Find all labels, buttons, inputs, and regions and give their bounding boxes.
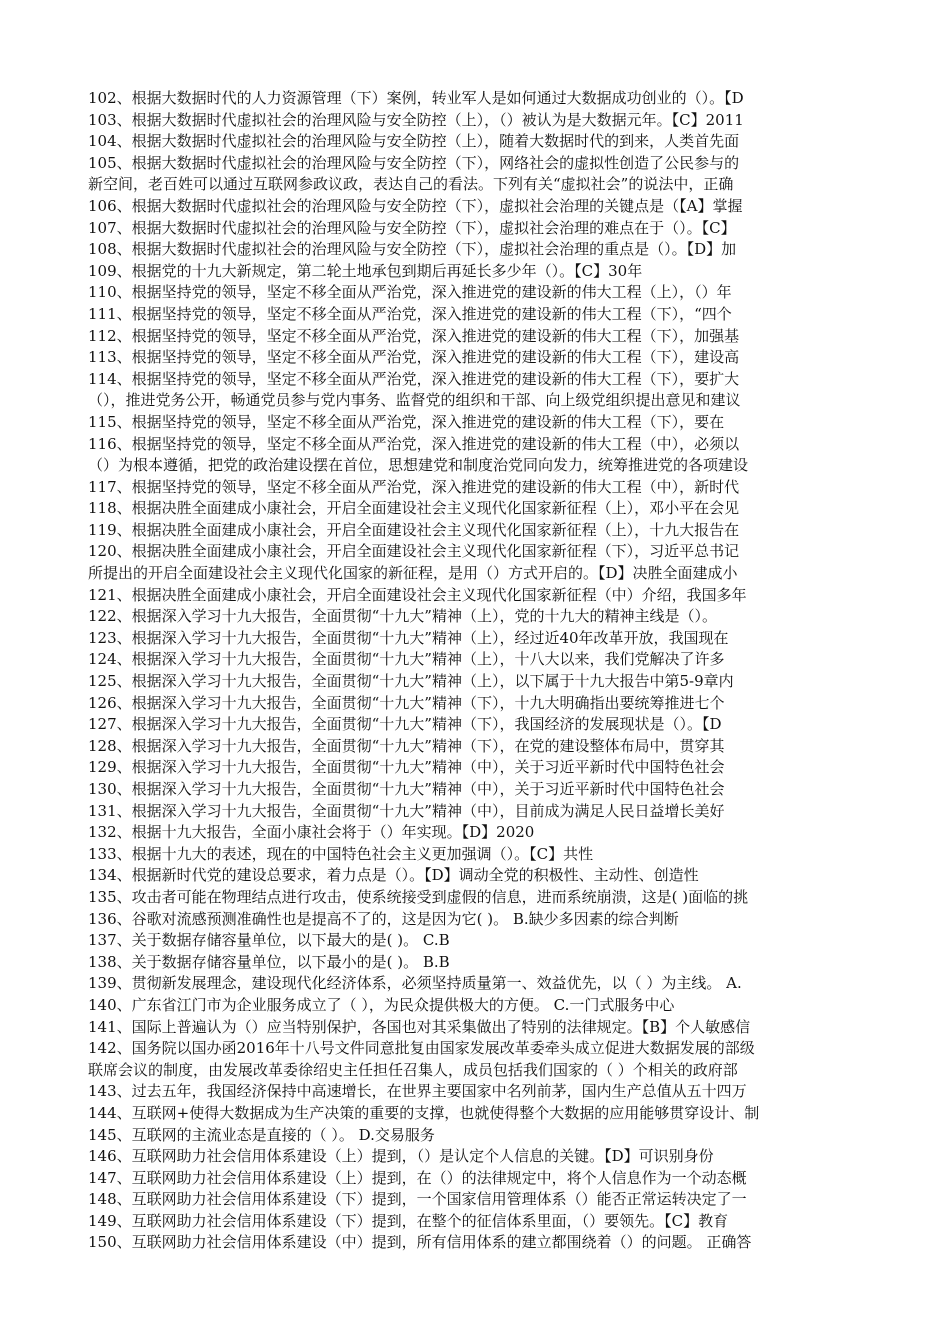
text-line: 新空间，老百姓可以通过互联网参政议政，表达自己的看法。下列有关“虚拟社会”的说法中，正确	[88, 175, 734, 194]
text-line: 106、根据大数据时代虚拟社会的治理风险与安全防控（下），虚拟社会治理的关键点是（【A】掌握	[88, 196, 743, 215]
text-line: 112、根据坚持党的领导，坚定不移全面从严治党，深入推进党的建设新的伟大工程（下），加强基	[88, 326, 740, 345]
text-line: 114、根据坚持党的领导，坚定不移全面从严治党，深入推进党的建设新的伟大工程（下），要扩大	[88, 369, 740, 388]
text-line: （），推进党务公开，畅通党员参与党内事务、监督党的组织和干部、向上级党组织提出意见和建议	[88, 391, 741, 410]
text-line: 126、根据深入学习十九大报告，全面贯彻“十九大”精神（下），十九大明确指出要统筹推进七个	[88, 693, 725, 712]
text-line: 113、根据坚持党的领导，坚定不移全面从严治党，深入推进党的建设新的伟大工程（下），建设高	[88, 348, 740, 367]
text-line: 128、根据深入学习十九大报告，全面贯彻“十九大”精神（下），在党的建设整体布局中，贯穿其	[88, 736, 725, 755]
text-line: 119、根据决胜全面建成小康社会，开启全面建设社会主义现代化国家新征程（上），十九大报告在	[88, 520, 740, 539]
text-line: 139、贯彻新发展理念，建设现代化经济体系，必须坚持质量第一、效益优先，以（ ）为主线。 A.	[88, 974, 742, 993]
text-line: 116、根据坚持党的领导，坚定不移全面从严治党，深入推进党的建设新的伟大工程（中），必须以	[88, 434, 740, 453]
text-line: 135、攻击者可能在物理结点进行攻击，使系统接受到虚假的信息，进而系统崩溃，这是( )面临的挑	[88, 887, 749, 906]
text-line: 111、根据坚持党的领导，坚定不移全面从严治党，深入推进党的建设新的伟大工程（下），“四个	[88, 304, 732, 323]
text-line: 120、根据决胜全面建成小康社会，开启全面建设社会主义现代化国家新征程（下），习近平总书记	[88, 542, 740, 561]
text-line: 136、谷歌对流感预测准确性也是提高不了的，这是因为它( )。 B.缺少多因素的综合判断	[88, 909, 679, 928]
text-line: 130、根据深入学习十九大报告，全面贯彻“十九大”精神（中），关于习近平新时代中国特色社会	[88, 780, 725, 798]
text-line: 109、根据党的十九大新规定，第二轮土地承包到期后再延长多少年（）。【C】30年	[88, 261, 643, 280]
text-line: 115、根据坚持党的领导，坚定不移全面从严治党，深入推进党的建设新的伟大工程（下），要在	[88, 412, 725, 431]
text-line: 121、根据决胜全面建成小康社会，开启全面建设社会主义现代化国家新征程（中）介绍，我国多年	[88, 585, 747, 604]
document-page	[88, 88, 860, 1254]
text-line: 124、根据深入学习十九大报告，全面贯彻“十九大”精神（上），十八大以来，我们党解决了许多	[88, 650, 725, 669]
text-line: 108、根据大数据时代虚拟社会的治理风险与安全防控（下），虚拟社会治理的重点是（）。【D】加	[88, 240, 737, 259]
text-line: 104、根据大数据时代虚拟社会的治理风险与安全防控（上），随着大数据时代的到来，人类首先面	[88, 132, 740, 151]
text-line: 144、互联网+使得大数据成为生产决策的重要的支撑，也就使得整个大数据的应用能够贯穿设计、制	[88, 1103, 760, 1122]
text-line: 127、根据深入学习十九大报告，全面贯彻“十九大”精神（下），我国经济的发展现状是（）。【D	[88, 715, 722, 734]
text-line: 所提出的开启全面建设社会主义现代化国家的新征程，是用（）方式开启的。【D】决胜全面建成小	[88, 564, 738, 583]
text-line: 149、互联网助力社会信用体系建设（下）提到，在整个的征信体系里面，（）要领先。【C】教育	[88, 1211, 729, 1230]
text-line: 146、互联网助力社会信用体系建设（上）提到，（）是认定个人信息的关键。【D】可识别身份	[88, 1147, 714, 1166]
text-line: 122、根据深入学习十九大报告，全面贯彻“十九大”精神（上），党的十九大的精神主线是（）。	[88, 607, 717, 626]
text-line: 150、互联网助力社会信用体系建设（中）提到，所有信用体系的建立都围绕着（）的问题。 正确答	[88, 1233, 752, 1252]
text-line: 140、广东省江门市为企业服务成立了（ ），为民众提供极大的方便。 C.一门式服务中心	[88, 995, 675, 1014]
text-line: 102、根据大数据时代的人力资源管理（下）案例，转业军人是如何通过大数据成功创业的（）。【D	[88, 89, 744, 107]
text-line: 141、国际上普遍认为（）应当特别保护，各国也对其采集做出了特别的法律规定。【B】个人敏感信	[88, 1017, 751, 1036]
text-line: 105、根据大数据时代虚拟社会的治理风险与安全防控（下），网络社会的虚拟性创造了公民参与的	[88, 153, 740, 172]
text-line: 133、根据十九大的表述，现在的中国特色社会主义更加强调（）。【C】共性	[88, 844, 594, 863]
text-line: 107、根据大数据时代虚拟社会的治理风险与安全防控（下），虚拟社会治理的难点在于（）。【C】	[88, 218, 736, 237]
text-line: 联席会议的制度，由发展改革委徐绍史主任担任召集人，成员包括我们国家的（ ）个相关的政府部	[88, 1060, 738, 1079]
text-line: 110、根据坚持党的领导，坚定不移全面从严治党，深入推进党的建设新的伟大工程（上），（）年	[88, 283, 732, 302]
text-line: 145、互联网的主流业态是直接的（ ）。 D.交易服务	[88, 1125, 435, 1144]
text-line: 123、根据深入学习十九大报告，全面贯彻“十九大”精神（上），经过近40年改革开放，我国现在	[88, 628, 729, 647]
text-line: 148、互联网助力社会信用体系建设（下）提到，一个国家信用管理体系（）能否正常运转决定了一	[88, 1190, 747, 1209]
text-line: 134、根据新时代党的建设总要求，着力点是（）。【D】调动全党的积极性、主动性、创造性	[88, 866, 699, 885]
text-line: 147、互联网助力社会信用体系建设（上）提到，在（）的法律规定中，将个人信息作为一个动态概	[88, 1168, 747, 1187]
text-line: 129、根据深入学习十九大报告，全面贯彻“十九大”精神（中），关于习近平新时代中国特色社会	[88, 758, 725, 777]
text-line: 138、关于数据存储容量单位，以下最小的是( )。 B.B	[88, 952, 450, 971]
text-line: 131、根据深入学习十九大报告，全面贯彻“十九大”精神（中），目前成为满足人民日益增长美好	[88, 801, 725, 820]
text-line: 142、国务院以国办函2016年十八号文件同意批复由国家发展改革委牵头成立促进大数据发展的部级	[88, 1039, 755, 1058]
text-line: 103、根据大数据时代虚拟社会的治理风险与安全防控（上），（）被认为是大数据元年。【C】2011	[88, 110, 744, 129]
text-line: 143、过去五年，我国经济保持中高速增长，在世界主要国家中名列前茅，国内生产总值从五十四万	[88, 1082, 747, 1101]
text-line: 137、关于数据存储容量单位，以下最大的是( )。 C.B	[88, 931, 450, 950]
text-line: 118、根据决胜全面建成小康社会，开启全面建设社会主义现代化国家新征程（上），邓小平在会见	[88, 499, 740, 518]
text-line: 125、根据深入学习十九大报告，全面贯彻“十九大”精神（上），以下属于十九大报告中第5-9章内	[88, 672, 734, 691]
text-line: （）为根本遵循，把党的政治建设摆在首位，思想建党和制度治党同向发力，统筹推进党的各项建设	[88, 456, 749, 475]
text-line: 117、根据坚持党的领导，坚定不移全面从严治党，深入推进党的建设新的伟大工程（中），新时代	[88, 477, 740, 496]
text-line: 132、根据十九大报告，全面小康社会将于（）年实现。【D】2020	[88, 823, 535, 842]
